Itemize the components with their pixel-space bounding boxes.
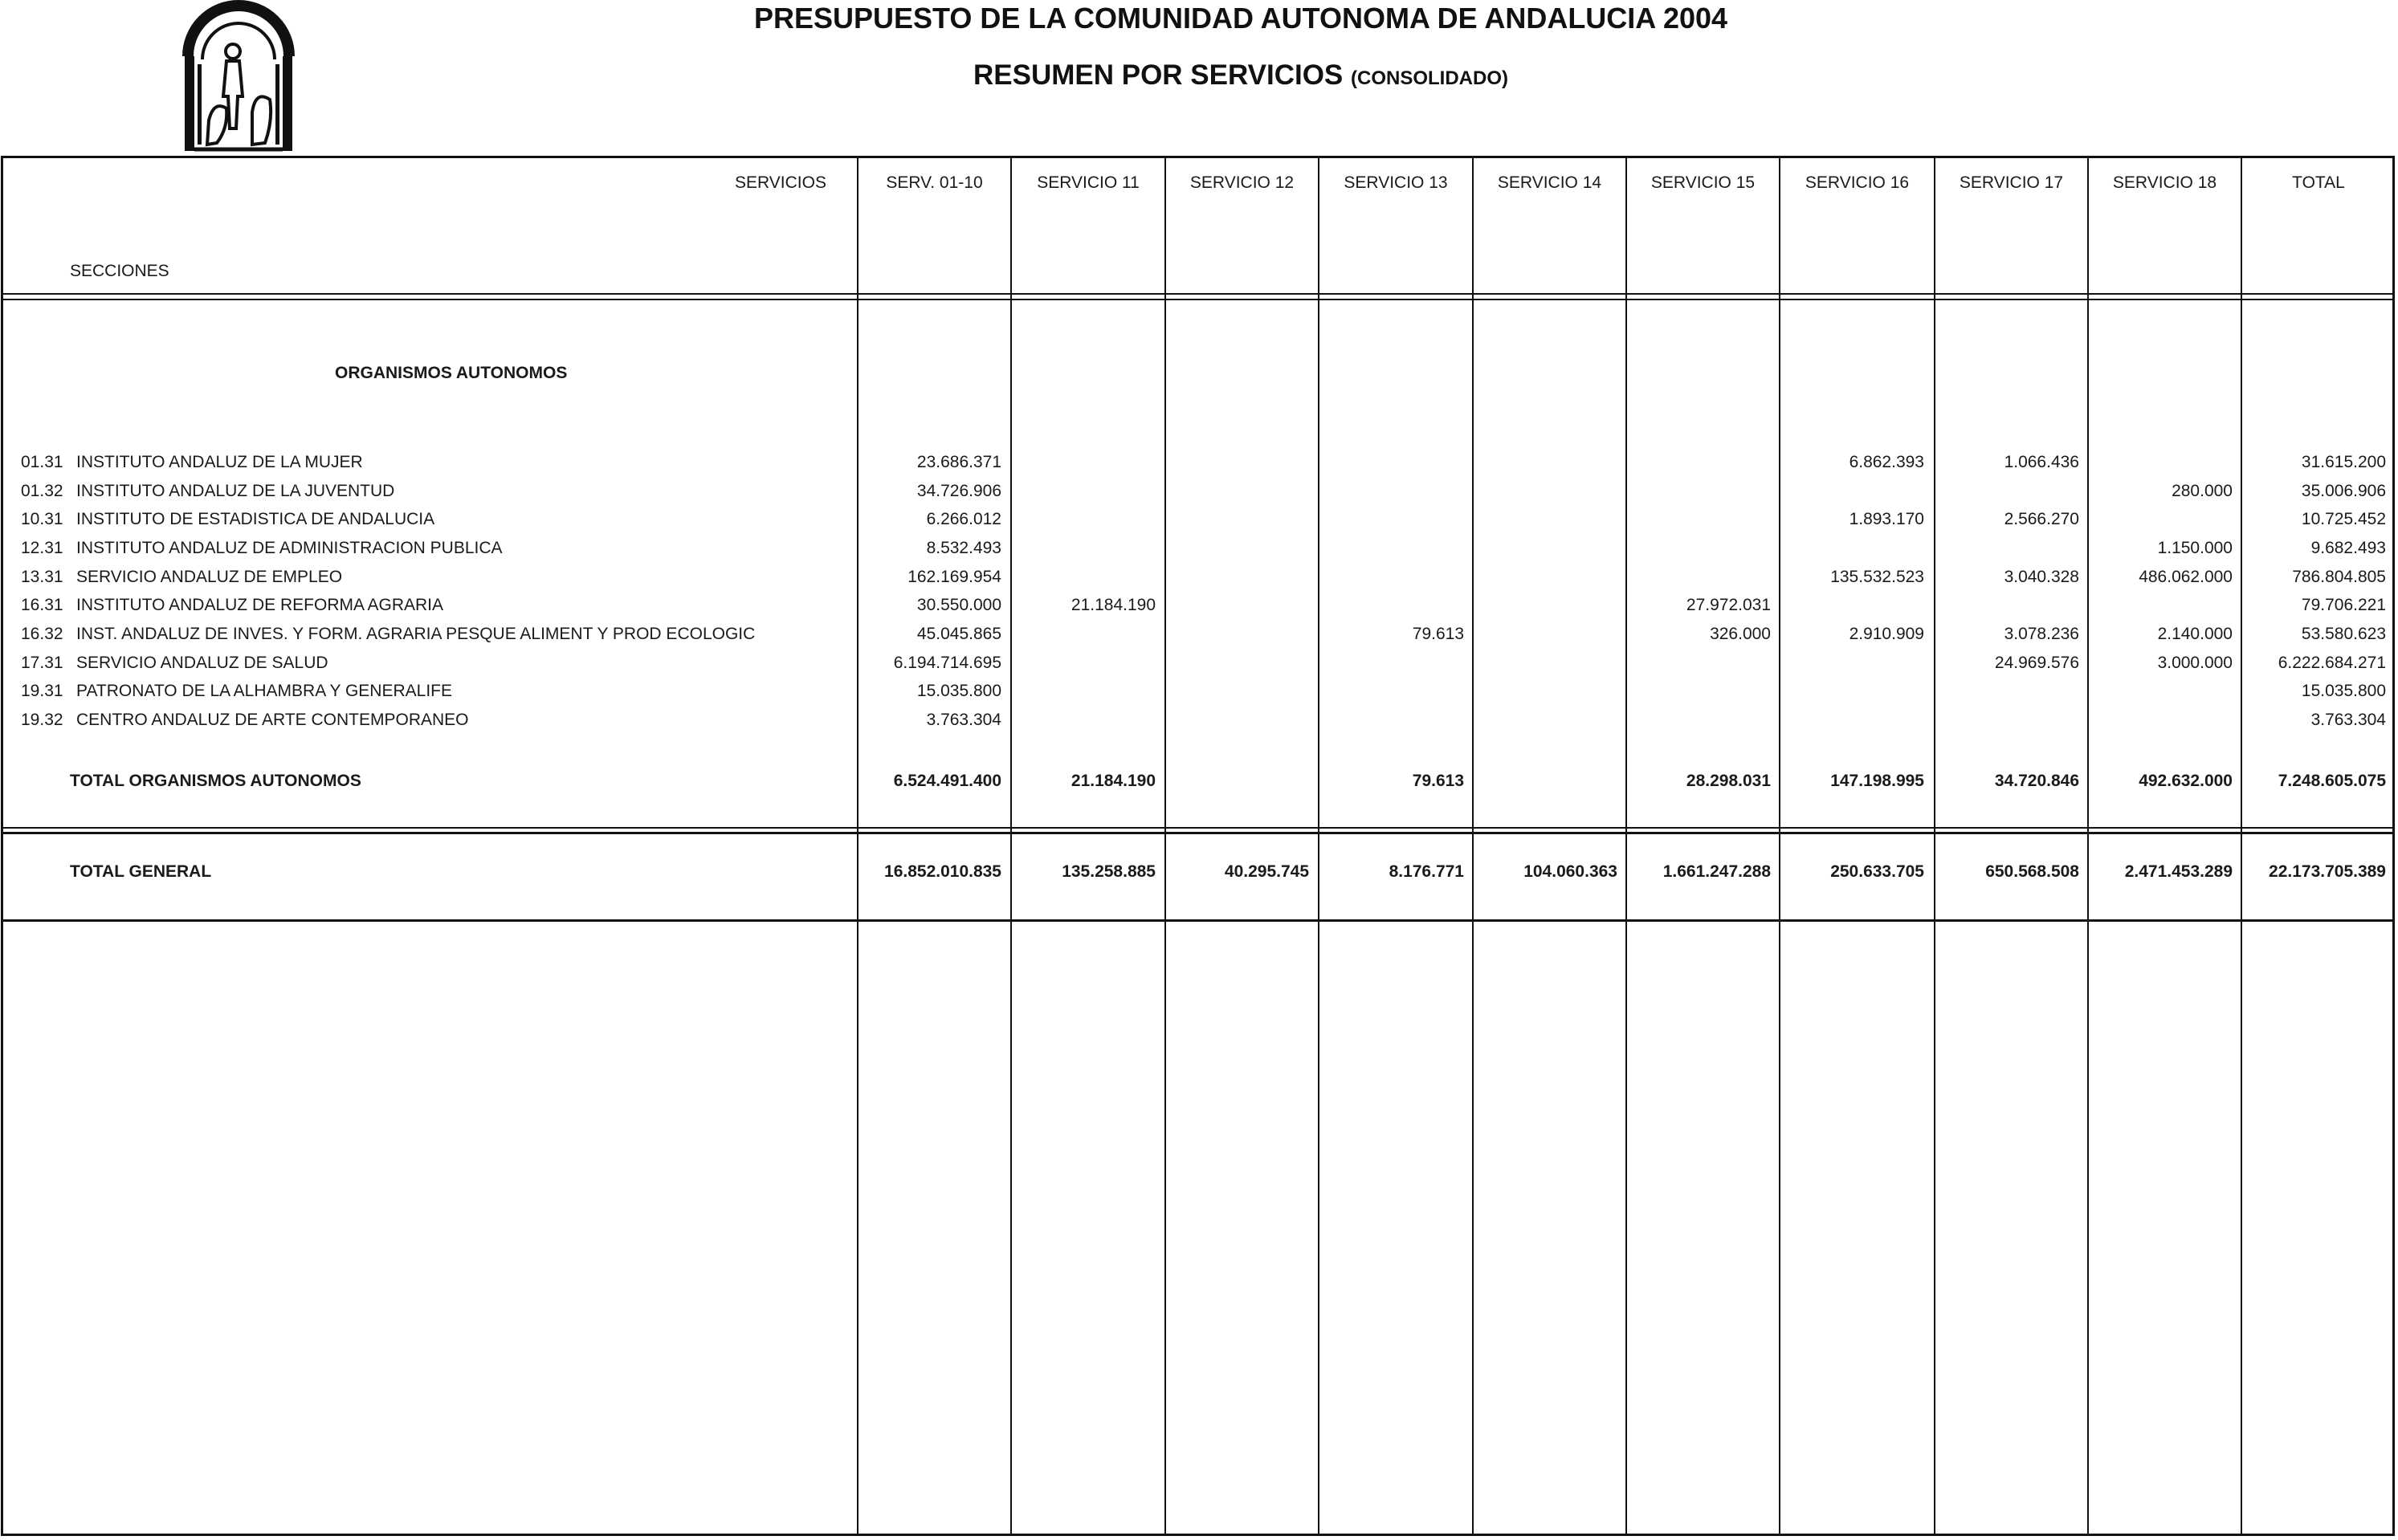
- row-name: INSTITUTO DE ESTADISTICA DE ANDALUCIA: [76, 510, 435, 528]
- cell-value: 6.266.012: [926, 510, 1001, 528]
- grand-total-label: TOTAL GENERAL: [70, 862, 212, 881]
- cell-value: 486.062.000: [2139, 568, 2233, 586]
- grand-total-value: 2.471.453.289: [2124, 862, 2233, 881]
- cell-value: 10.725.452: [2301, 510, 2386, 528]
- corner-services-label: SERVICIOS: [735, 173, 826, 192]
- column-header: SERVICIO 14: [1497, 173, 1602, 192]
- total-top-divider: [3, 832, 2392, 834]
- cell-value: 2.566.270: [2004, 510, 2079, 528]
- cell-value: 6.862.393: [1849, 453, 1924, 471]
- cell-value: 27.972.031: [1686, 596, 1771, 614]
- cell-value: 326.000: [1710, 625, 1771, 643]
- cell-value: 3.763.304: [926, 711, 1001, 729]
- cell-value: 280.000: [2172, 482, 2233, 500]
- row-code: 16.31: [21, 596, 63, 614]
- cell-value: 9.682.493: [2310, 539, 2386, 557]
- row-code: 16.32: [21, 625, 63, 643]
- cell-value: 3.078.236: [2004, 625, 2079, 643]
- column-divider: [2087, 158, 2089, 1534]
- row-name: INSTITUTO ANDALUZ DE LA MUJER: [76, 453, 363, 471]
- subtotal-value: 34.720.846: [1994, 772, 2079, 790]
- cell-value: 45.045.865: [916, 625, 1001, 643]
- row-code: 10.31: [21, 510, 63, 528]
- total-bottom-divider: [3, 919, 2392, 922]
- row-name: INST. ANDALUZ DE INVES. Y FORM. AGRARIA PESQUE ALIMENT Y PROD ECOLOGIC: [76, 625, 756, 643]
- grand-total-value: 1.661.247.288: [1662, 862, 1771, 881]
- cell-value: 135.532.523: [1830, 568, 1924, 586]
- cell-value: 3.040.328: [2004, 568, 2079, 586]
- subtotal-value: 147.198.995: [1830, 772, 1924, 790]
- cell-value: 1.150.000: [2157, 539, 2233, 557]
- column-divider: [1779, 158, 1780, 1534]
- column-header: TOTAL: [2292, 173, 2345, 192]
- row-name: INSTITUTO ANDALUZ DE ADMINISTRACION PUBLICA: [76, 539, 503, 557]
- row-name: INSTITUTO ANDALUZ DE REFORMA AGRARIA: [76, 596, 444, 614]
- subtotal-value: 6.524.491.400: [893, 772, 1001, 790]
- subtitle-main: RESUMEN POR SERVICIOS: [973, 59, 1344, 91]
- subtitle-note: (CONSOLIDADO): [1351, 67, 1508, 89]
- subtotal-value: 492.632.000: [2139, 772, 2233, 790]
- cell-value: 3.763.304: [2310, 711, 2386, 729]
- column-divider: [1934, 158, 1935, 1534]
- subtotal-value: 7.248.605.075: [2278, 772, 2386, 790]
- column-divider: [1164, 158, 1166, 1534]
- column-divider: [857, 158, 858, 1534]
- column-header: SERVICIO 15: [1650, 173, 1756, 192]
- subtotal-value: 28.298.031: [1686, 772, 1771, 790]
- grand-total-value: 104.060.363: [1523, 862, 1617, 881]
- cell-value: 15.035.800: [916, 682, 1001, 700]
- column-divider: [1318, 158, 1319, 1534]
- column-header: SERVICIO 16: [1805, 173, 1910, 192]
- cell-value: 786.804.805: [2292, 568, 2386, 586]
- page-title: PRESUPUESTO DE LA COMUNIDAD AUTONOMA DE ANDALUCIA 2004: [753, 2, 1728, 35]
- column-header: SERVICIO 17: [1959, 173, 2064, 192]
- cell-value: 2.140.000: [2157, 625, 2233, 643]
- summary-table: [1, 156, 2395, 1536]
- cell-value: 2.910.909: [1849, 625, 1924, 643]
- cell-value: 15.035.800: [2301, 682, 2386, 700]
- row-code: 12.31: [21, 539, 63, 557]
- row-code: 13.31: [21, 568, 63, 586]
- cell-value: 79.613: [1412, 625, 1464, 643]
- page-subtitle: [0, 59, 2398, 92]
- column-divider: [2241, 158, 2242, 1534]
- column-divider: [1625, 158, 1627, 1534]
- cell-value: 1.893.170: [1849, 510, 1924, 528]
- row-code: 01.32: [21, 482, 63, 500]
- grand-total-value: 40.295.745: [1224, 862, 1309, 881]
- cell-value: 3.000.000: [2157, 654, 2233, 672]
- cell-value: 21.184.190: [1071, 596, 1156, 614]
- column-header: SERVICIO 12: [1189, 173, 1295, 192]
- cell-value: 79.706.221: [2301, 596, 2386, 614]
- grand-total-value: 250.633.705: [1830, 862, 1924, 881]
- column-divider: [1010, 158, 1012, 1534]
- subtotal-value: 79.613: [1412, 772, 1464, 790]
- cell-value: 6.194.714.695: [893, 654, 1001, 672]
- column-header: SERV. 01-10: [886, 173, 983, 192]
- cell-value: 23.686.371: [916, 453, 1001, 471]
- grand-total-value: 16.852.010.835: [884, 862, 1001, 881]
- cell-value: 31.615.200: [2301, 453, 2386, 471]
- group-title: ORGANISMOS AUTONOMOS: [335, 364, 568, 382]
- column-header: SERVICIO 18: [2112, 173, 2217, 192]
- grand-total-value: 8.176.771: [1389, 862, 1464, 881]
- subtotal-divider: [3, 827, 2392, 829]
- row-name: SERVICIO ANDALUZ DE EMPLEO: [76, 568, 343, 586]
- row-code: 01.31: [21, 453, 63, 471]
- cell-value: 35.006.906: [2301, 482, 2386, 500]
- grand-total-value: 135.258.885: [1062, 862, 1156, 881]
- row-name: CENTRO ANDALUZ DE ARTE CONTEMPORANEO: [76, 711, 469, 729]
- row-code: 17.31: [21, 654, 63, 672]
- cell-value: 30.550.000: [916, 596, 1001, 614]
- cell-value: 34.726.906: [916, 482, 1001, 500]
- header-divider: [3, 293, 2392, 295]
- column-divider: [1472, 158, 1474, 1534]
- grand-total-value: 22.173.705.389: [2269, 862, 2386, 881]
- column-header: SERVICIO 11: [1037, 173, 1140, 192]
- row-name: INSTITUTO ANDALUZ DE LA JUVENTUD: [76, 482, 395, 500]
- cell-value: 162.169.954: [907, 568, 1001, 586]
- subtotal-label: TOTAL ORGANISMOS AUTONOMOS: [70, 772, 361, 790]
- cell-value: 24.969.576: [1994, 654, 2079, 672]
- cell-value: 1.066.436: [2004, 453, 2079, 471]
- column-header: SERVICIO 13: [1344, 173, 1448, 192]
- grand-total-value: 650.568.508: [1985, 862, 2079, 881]
- row-name: SERVICIO ANDALUZ DE SALUD: [76, 654, 328, 672]
- cell-value: 8.532.493: [926, 539, 1001, 557]
- row-code: 19.31: [21, 682, 63, 700]
- row-code: 19.32: [21, 711, 63, 729]
- header-divider: [3, 299, 2392, 300]
- corner-sections-label: SECCIONES: [70, 262, 169, 280]
- cell-value: 53.580.623: [2301, 625, 2386, 643]
- cell-value: 6.222.684.271: [2278, 654, 2386, 672]
- subtotal-value: 21.184.190: [1071, 772, 1156, 790]
- row-name: PATRONATO DE LA ALHAMBRA Y GENERALIFE: [76, 682, 452, 700]
